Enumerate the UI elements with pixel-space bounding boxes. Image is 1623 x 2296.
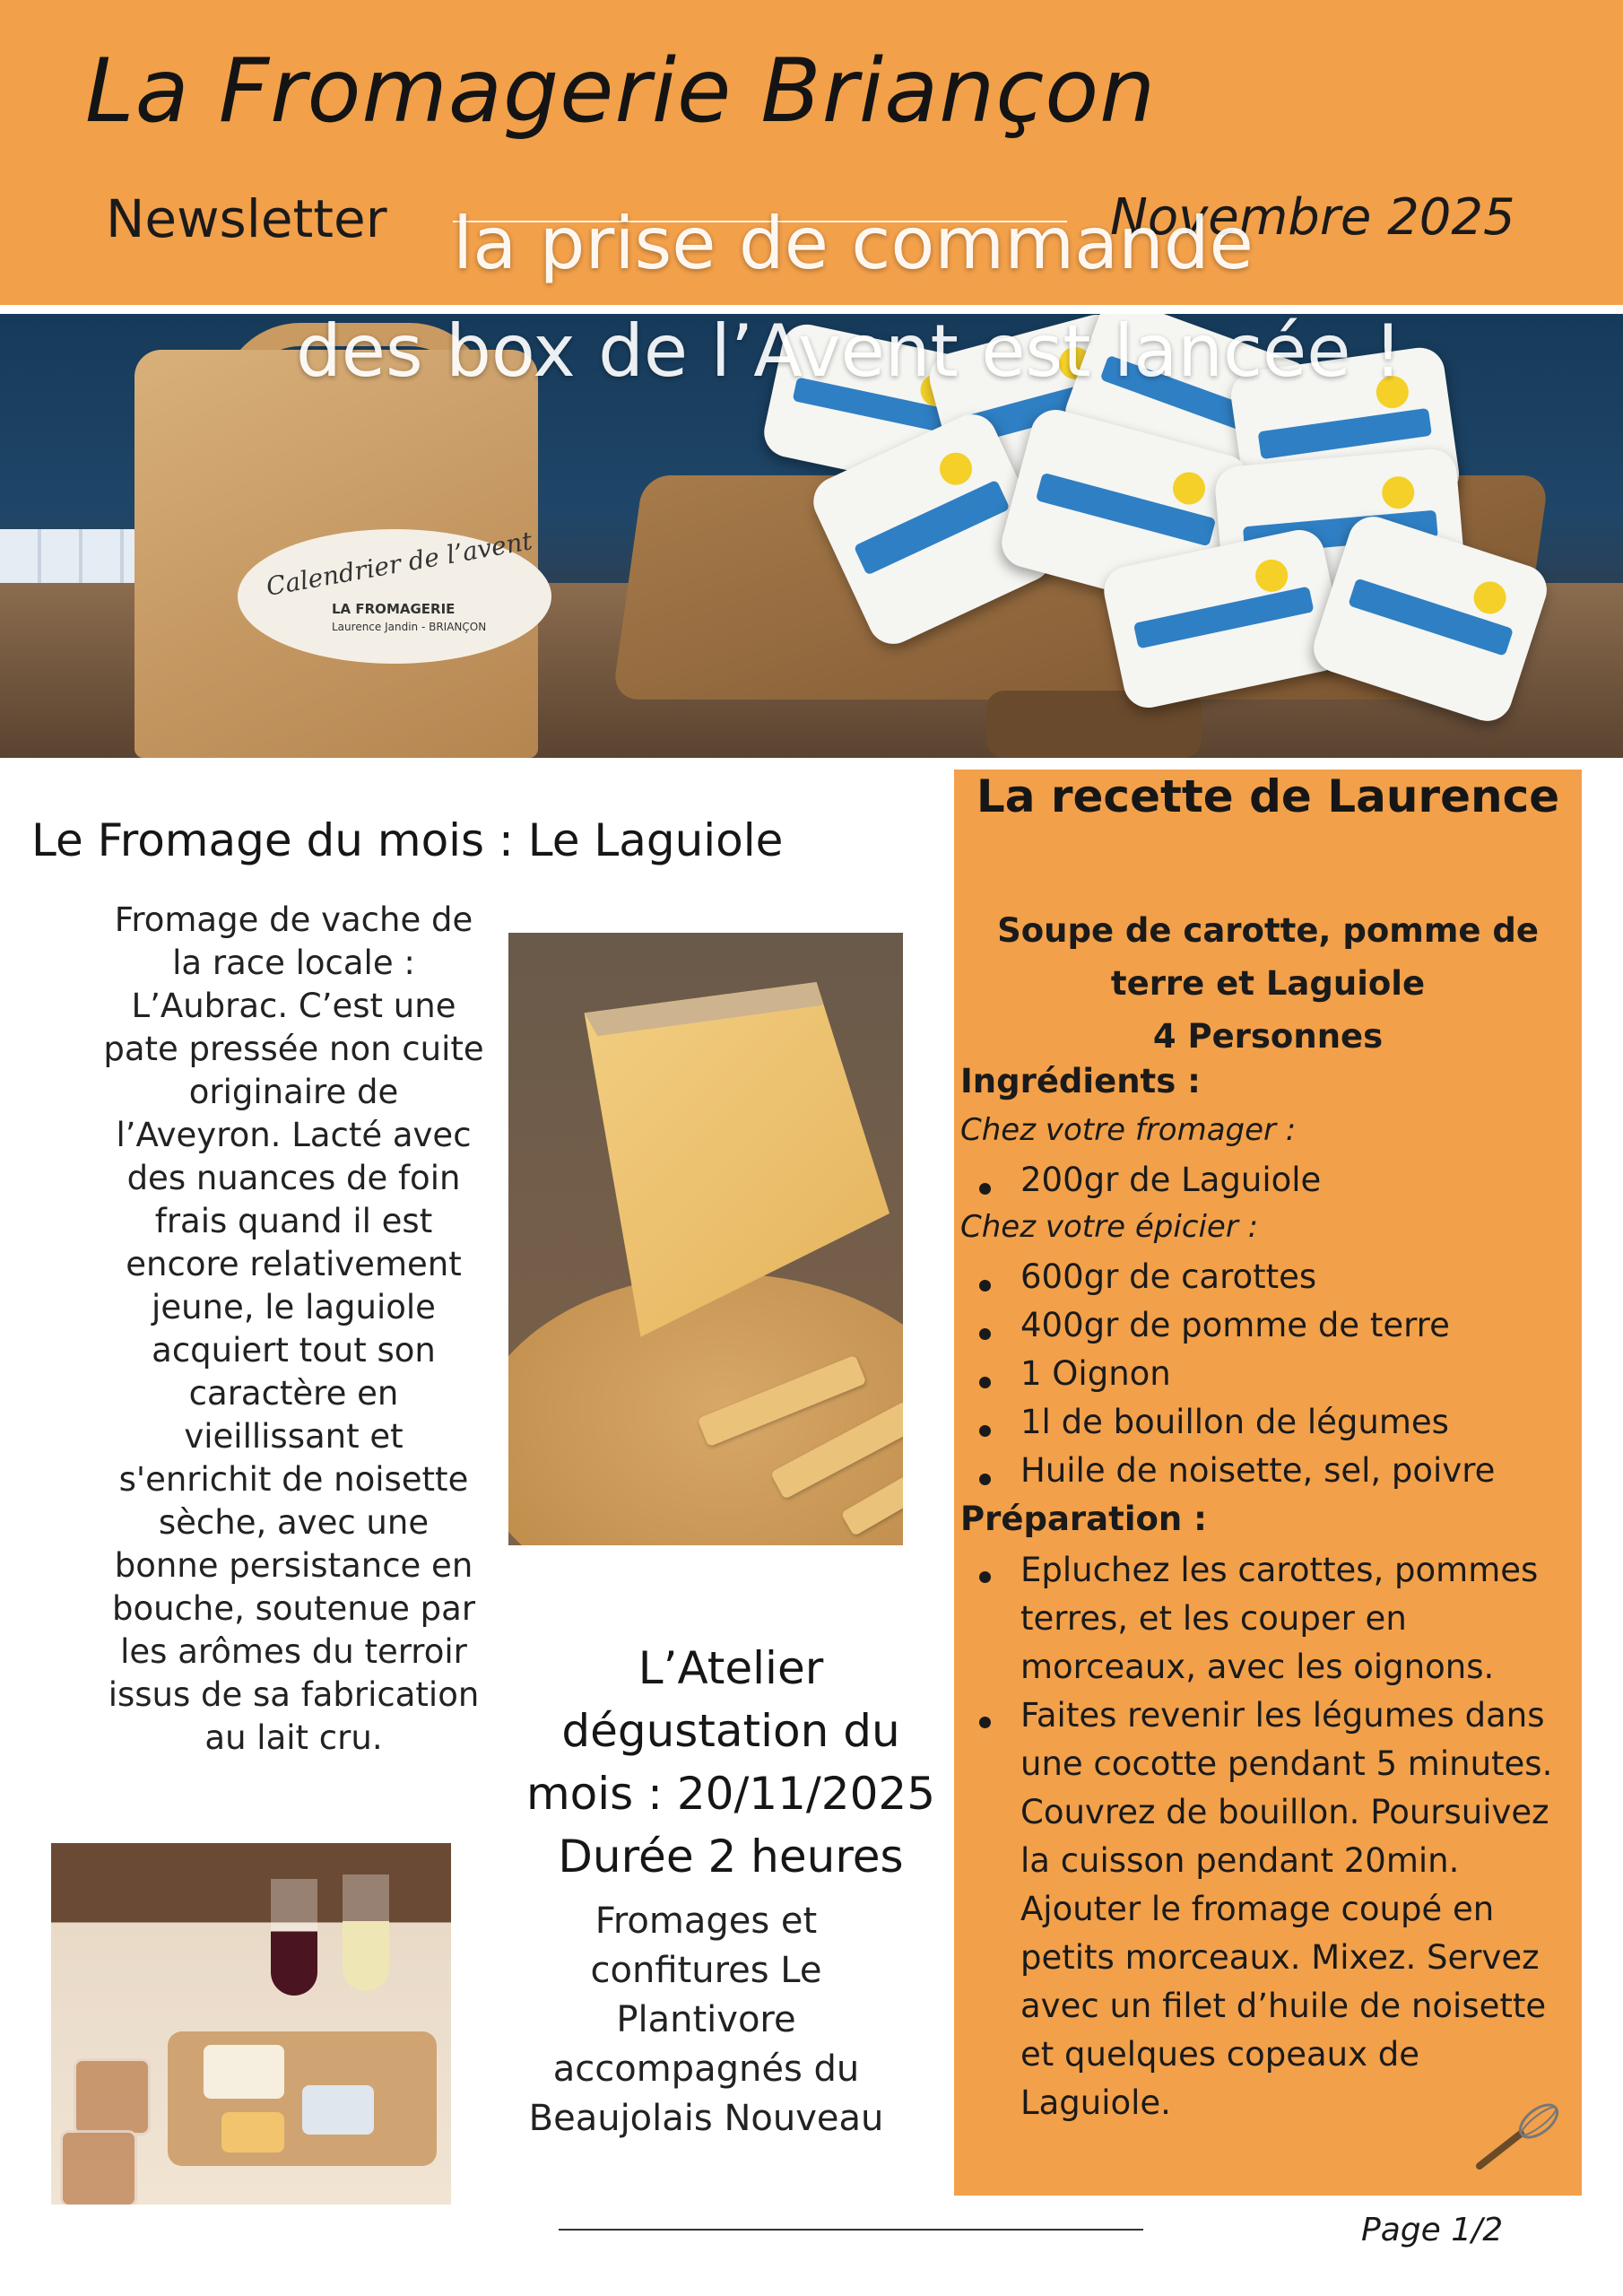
bullet xyxy=(979,1280,991,1292)
ingredient-item: 600gr de carottes xyxy=(1020,1257,1317,1296)
newsletter-label: Newsletter xyxy=(106,188,387,249)
recipe-panel xyxy=(954,770,1582,2196)
cheese-of-month-title: Le Fromage du mois : Le Laguiole xyxy=(31,814,784,866)
banner-headline-line-1: la prise de commande xyxy=(453,202,1254,285)
recipe-servings: 4 Personnes xyxy=(1152,1017,1384,1056)
bullet xyxy=(979,1328,991,1340)
preparation-step: Epluchez les carottes, pommes terres, et les couper en morceaux, avec les oignons. xyxy=(1020,1551,1539,1686)
banner-headline-line-2: des box de l’Avent est lancée ! xyxy=(296,309,1402,393)
epicier-label: Chez votre épicier : xyxy=(960,1209,1259,1245)
whisk-icon xyxy=(1474,2101,1564,2173)
ingredient-item: 1 Oignon xyxy=(1020,1354,1171,1393)
recipe-name xyxy=(972,904,1564,1063)
tasting-platter-photo xyxy=(51,1843,451,2205)
atelier-duration: Durée 2 heures xyxy=(558,1831,904,1883)
bullet xyxy=(979,1474,991,1485)
bullet xyxy=(979,1571,991,1583)
ingredient-item: 400gr de pomme de terre xyxy=(1020,1306,1450,1344)
box-label-sub: Laurence Jandin - BRIANÇON xyxy=(332,621,487,633)
page-number: Page 1/2 xyxy=(1361,2212,1504,2248)
ingredient-item: 1l de bouillon de légumes xyxy=(1020,1403,1449,1441)
box-label-title: Calendrier de l’avent xyxy=(264,526,535,602)
atelier-description: Fromages et confitures Le Plantivore accompagnés du Beaujolais Nouveau xyxy=(528,1900,884,2139)
issue-date: Novembre 2025 xyxy=(1110,188,1515,247)
brand-title: La Fromagerie Briançon xyxy=(85,40,1157,143)
preparation-step: Faites revenir les légumes dans une cocotte pendant 5 minutes. Couvrez de bouillon. Poursuivez la cuisson pendant 20min. Ajouter le fromage coupé en petits morceaux. Mixez. Servez avec un filet d’huile de noisette et quelques copeaux de Laguiole. xyxy=(1020,1696,1553,2122)
bullet xyxy=(979,1377,991,1388)
ingredients-heading: Ingrédients : xyxy=(960,1062,1201,1100)
bullet xyxy=(979,1425,991,1437)
atelier-title: L’Atelier dégustation du mois : 20/11/2025 xyxy=(525,1642,936,1820)
fromager-label: Chez votre fromager : xyxy=(960,1112,1297,1148)
bullet xyxy=(979,1183,991,1195)
ingredient-item: Huile de noisette, sel, poivre xyxy=(1020,1451,1496,1490)
recipe-title: La recette de Laurence xyxy=(976,770,1560,822)
bullet xyxy=(979,1717,991,1728)
cheese-description: Fromage de vache de la race locale : L’Aubrac. C’est une pate pressée non cuite originaire de l’Aveyron. Lacté avec des nuances de foin frais quand il est encore relativement jeune, le laguiole acquiert tout son caractère en vieillissant et s'enrichit de noisette sèche, avec une bonne persistance en bouche, soutenue par les arômes du terroir issus de sa fabrication au lait cru. xyxy=(103,900,484,1757)
box-label-brand: LA FROMAGERIE xyxy=(332,601,456,617)
recipe-dish: Soupe de carotte, pomme de terre et Laguiole xyxy=(997,911,1539,1003)
ingredient-item: 200gr de Laguiole xyxy=(1020,1161,1322,1199)
laguiole-cheese-photo xyxy=(508,933,903,1545)
preparation-heading: Préparation : xyxy=(960,1500,1207,1538)
advent-box-label xyxy=(238,526,551,664)
footer-divider xyxy=(559,2229,1143,2231)
